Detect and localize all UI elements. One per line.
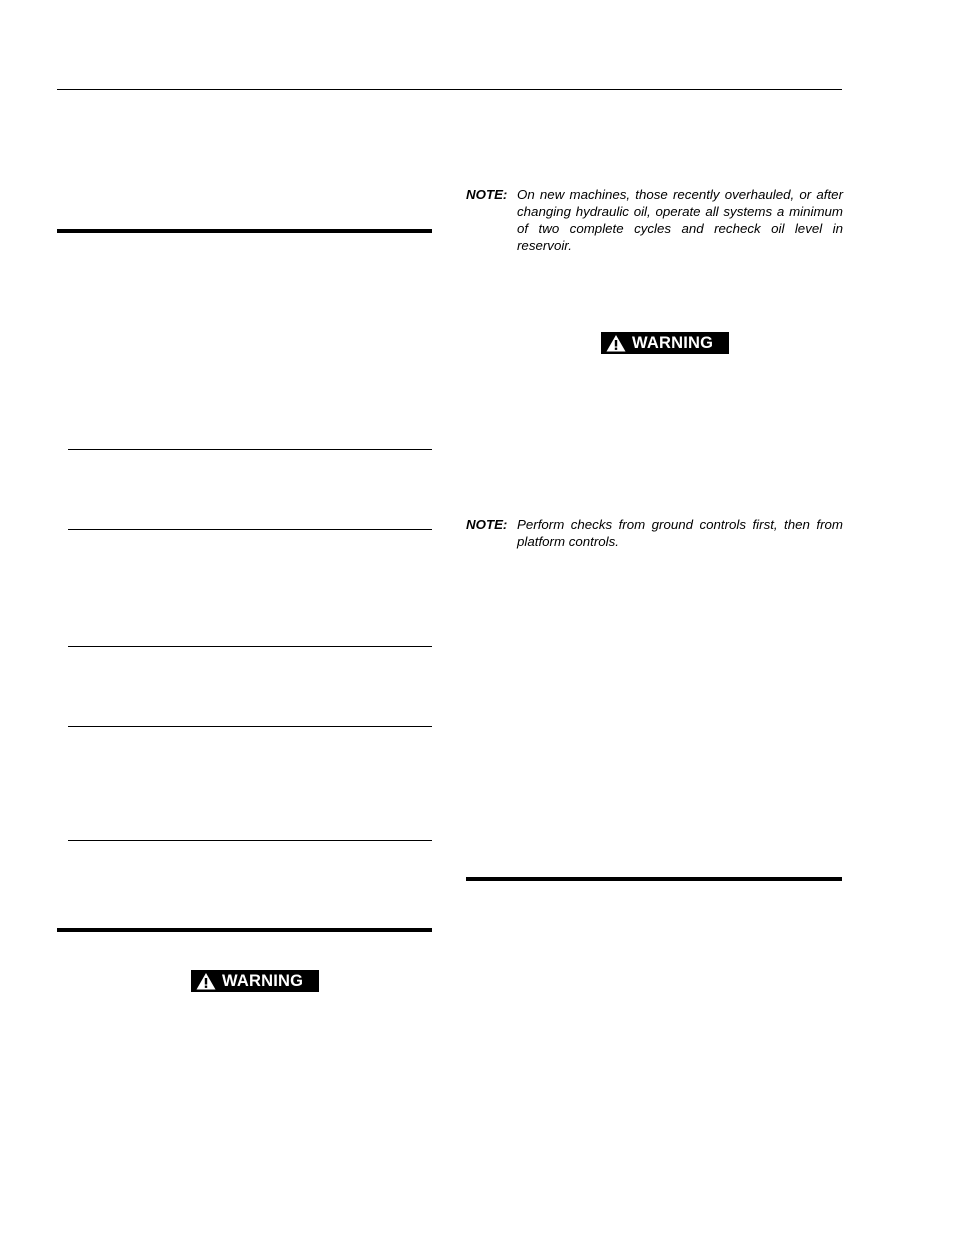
note-text: On new machines, those recently overhauled, or after changing hydraulic oil, operate all systems a minimum of two complete cycles and recheck oil level in reservoir. bbox=[517, 187, 843, 253]
warning-label: WARNING bbox=[222, 971, 304, 990]
left-item-rule bbox=[68, 726, 432, 727]
note-check-order bbox=[466, 516, 843, 550]
note-label: NOTE: bbox=[466, 187, 508, 202]
left-item-rule bbox=[68, 646, 432, 647]
left-section-rule-top bbox=[57, 229, 432, 233]
left-item-rule bbox=[68, 449, 432, 450]
warning-triangle-icon bbox=[606, 334, 626, 352]
left-item-rule bbox=[68, 529, 432, 530]
warning-badge bbox=[191, 970, 319, 992]
note-hydraulic-cycles bbox=[466, 186, 843, 254]
right-section-rule bbox=[466, 877, 842, 881]
warning-triangle-icon bbox=[196, 972, 216, 990]
left-section-rule-bottom bbox=[57, 928, 432, 932]
note-text: Perform checks from ground controls first, then from platform controls. bbox=[517, 517, 843, 549]
warning-badge bbox=[601, 332, 729, 354]
note-label: NOTE: bbox=[466, 517, 508, 532]
header-rule bbox=[57, 89, 842, 90]
left-item-rule bbox=[68, 840, 432, 841]
warning-label: WARNING bbox=[632, 333, 714, 352]
